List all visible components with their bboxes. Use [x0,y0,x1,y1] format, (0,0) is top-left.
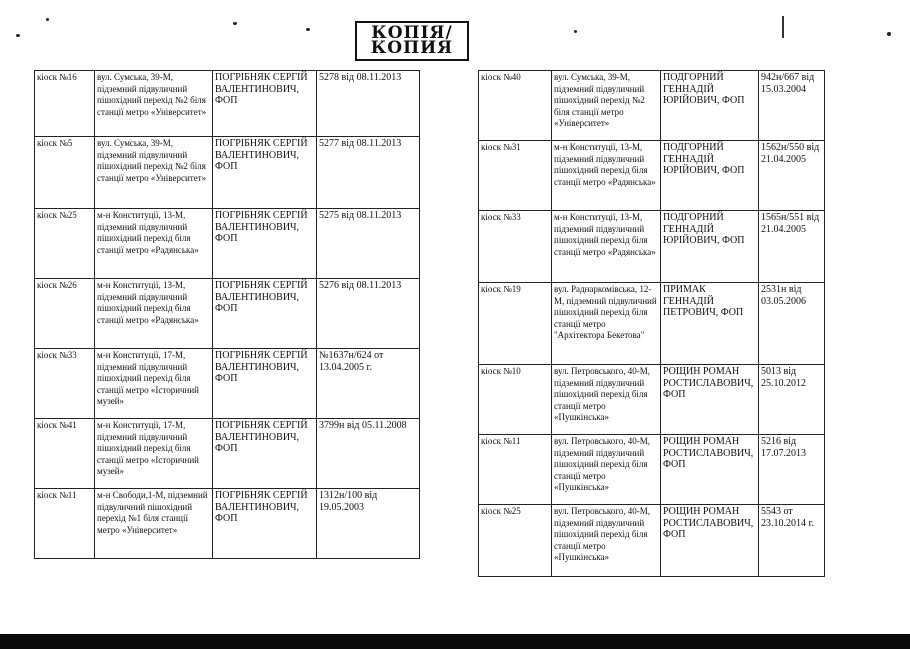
address-cell: м-н Конституції, 13-М, підземний підвуличний пішохідний перехід біля станції метро «Радянська» [95,209,213,279]
kiosk-cell: кіоск №11 [479,435,552,505]
scan-speck [16,34,20,37]
table-row [479,505,825,577]
table-row [479,435,825,505]
kiosk-cell: кіоск №33 [479,211,552,283]
address-cell: м-н Конституції, 17-М, підземний підвуличний пішохідний перехід біля станції метро «Історичний музей» [95,419,213,489]
owner-cell: ПОГРІБНЯК СЕРГІЙ ВАЛЕНТИНОВИЧ, ФОП [213,209,317,279]
license-cell: 5543 от 23.10.2014 г. [759,505,825,577]
address-cell: м-н Конституції, 17-М, підземний підвуличний пішохідний перехід біля станції метро «Історичний музей» [95,349,213,419]
table-row [35,137,420,209]
table-row [479,71,825,141]
license-cell: №1637н/624 от 13.04.2005 г. [317,349,420,419]
table-row [479,141,825,211]
owner-cell: ПОГРІБНЯК СЕРГІЙ ВАЛЕНТИНОВИЧ, ФОП [213,349,317,419]
owner-cell: РОЩИН РОМАН РОСТИСЛАВОВИЧ, ФОП [661,365,759,435]
scan-speck [574,30,577,33]
kiosk-cell: кіоск №41 [35,419,95,489]
owner-cell: ПОГРІБНЯК СЕРГІЙ ВАЛЕНТИНОВИЧ, ФОП [213,137,317,209]
license-cell: 5276 від 08.11.2013 [317,279,420,349]
owner-cell: РОЩИН РОМАН РОСТИСЛАВОВИЧ, ФОП [661,435,759,505]
stamp-line-2: КОПИЯ [370,38,454,58]
kiosk-table-right [478,70,825,577]
table-row [35,209,420,279]
kiosk-cell: кіоск №10 [479,365,552,435]
table-row [35,489,420,559]
owner-cell: ПОДГОРНИЙ ГЕННАДІЙ ЮРІЙОВИЧ, ФОП [661,71,759,141]
table-row [35,419,420,489]
address-cell: вул. Сумська, 39-М, підземний підвуличний пішохідний перехід №2 біля станції метро «Університет» [95,71,213,137]
kiosk-cell: кіоск №26 [35,279,95,349]
table-row [479,211,825,283]
address-cell: вул. Петровського, 40-М, підземний підвуличний пішохідний перехід біля станції метро «Пушкінська» [552,365,661,435]
kiosk-cell: кіоск №25 [35,209,95,279]
owner-cell: ПРИМАК ГЕННАДІЙ ПЕТРОВИЧ, ФОП [661,283,759,365]
license-cell: 5013 від 25.10.2012 [759,365,825,435]
owner-cell: ПОДГОРНИЙ ГЕННАДІЙ ЮРІЙОВИЧ, ФОП [661,211,759,283]
address-cell: вул. Сумська, 39-М, підземний підвуличний пішохідний перехід №2 біля станції метро «Університет» [95,137,213,209]
kiosk-cell: кіоск №25 [479,505,552,577]
kiosk-table-left [34,70,420,559]
stamp-line-1: КОПІЯ/ [371,23,453,43]
owner-cell: ПОГРІБНЯК СЕРГІЙ ВАЛЕНТИНОВИЧ, ФОП [213,279,317,349]
scan-mark [782,16,784,38]
table-row [35,279,420,349]
license-cell: 5278 від 08.11.2013 [317,71,420,137]
address-cell: м-н Конституції, 13-М, підземний підвуличний пішохідний перехід біля станції метро «Радянська» [95,279,213,349]
address-cell: вул. Петровського, 40-М, підземний підвуличний пішохідний перехід біля станції метро «Пушкінська» [552,505,661,577]
owner-cell: ПОДГОРНИЙ ГЕННАДІЙ ЮРІЙОВИЧ, ФОП [661,141,759,211]
copy-stamp [355,21,469,61]
address-cell: м-н Конституції, 13-М, підземний підвуличний пішохідний перехід біля станції метро «Радянська» [552,211,661,283]
owner-cell: ПОГРІБНЯК СЕРГІЙ ВАЛЕНТИНОВИЧ, ФОП [213,419,317,489]
license-cell: 3799н від 05.11.2008 [317,419,420,489]
address-cell: вул. Сумська, 39-М, підземний підвуличний пішохідний перехід №2 біля станції метро «Університет» [552,71,661,141]
kiosk-cell: кіоск №5 [35,137,95,209]
license-cell: 942н/667 від 15.03.2004 [759,71,825,141]
address-cell: вул. Петровського, 40-М, підземний підвуличний пішохідний перехід біля станції метро «Пушкінська» [552,435,661,505]
address-cell: вул. Раднаркомівська, 12-М, підземний підвуличний пішохідний перехід біля станції метро "Архітектора Бекетова" [552,283,661,365]
owner-cell: ПОГРІБНЯК СЕРГІЙ ВАЛЕНТИНОВИЧ, ФОП [213,71,317,137]
license-cell: 5277 від 08.11.2013 [317,137,420,209]
license-cell: 1565н/551 від 21.04.2005 [759,211,825,283]
scan-speck [306,28,310,31]
table-row [35,349,420,419]
table-row [35,71,420,137]
kiosk-cell: кіоск №33 [35,349,95,419]
owner-cell: ПОГРІБНЯК СЕРГІЙ ВАЛЕНТИНОВИЧ, ФОП [213,489,317,559]
kiosk-cell: кіоск №11 [35,489,95,559]
scan-speck [233,22,237,25]
license-cell: 5216 від 17.07.2013 [759,435,825,505]
kiosk-cell: кіоск №31 [479,141,552,211]
owner-cell: РОЩИН РОМАН РОСТИСЛАВОВИЧ, ФОП [661,505,759,577]
license-cell: 1312н/100 від 19.05.2003 [317,489,420,559]
license-cell: 1562н/550 від 21.04.2005 [759,141,825,211]
address-cell: м-н Конституції, 13-М, підземний підвуличний пішохідний перехід біля станції метро «Радянська» [552,141,661,211]
scan-speck [887,32,891,36]
table-row [479,283,825,365]
kiosk-cell: кіоск №19 [479,283,552,365]
license-cell: 2531н від 03.05.2006 [759,283,825,365]
address-cell: м-н Свободи,1-М, підземний підвуличний пішохідний перехід №1 біля станції метро «Університет» [95,489,213,559]
scan-speck [46,18,49,21]
table-row [479,365,825,435]
license-cell: 5275 від 08.11.2013 [317,209,420,279]
kiosk-cell: кіоск №40 [479,71,552,141]
scan-bottom-edge [0,634,910,649]
kiosk-cell: кіоск №16 [35,71,95,137]
